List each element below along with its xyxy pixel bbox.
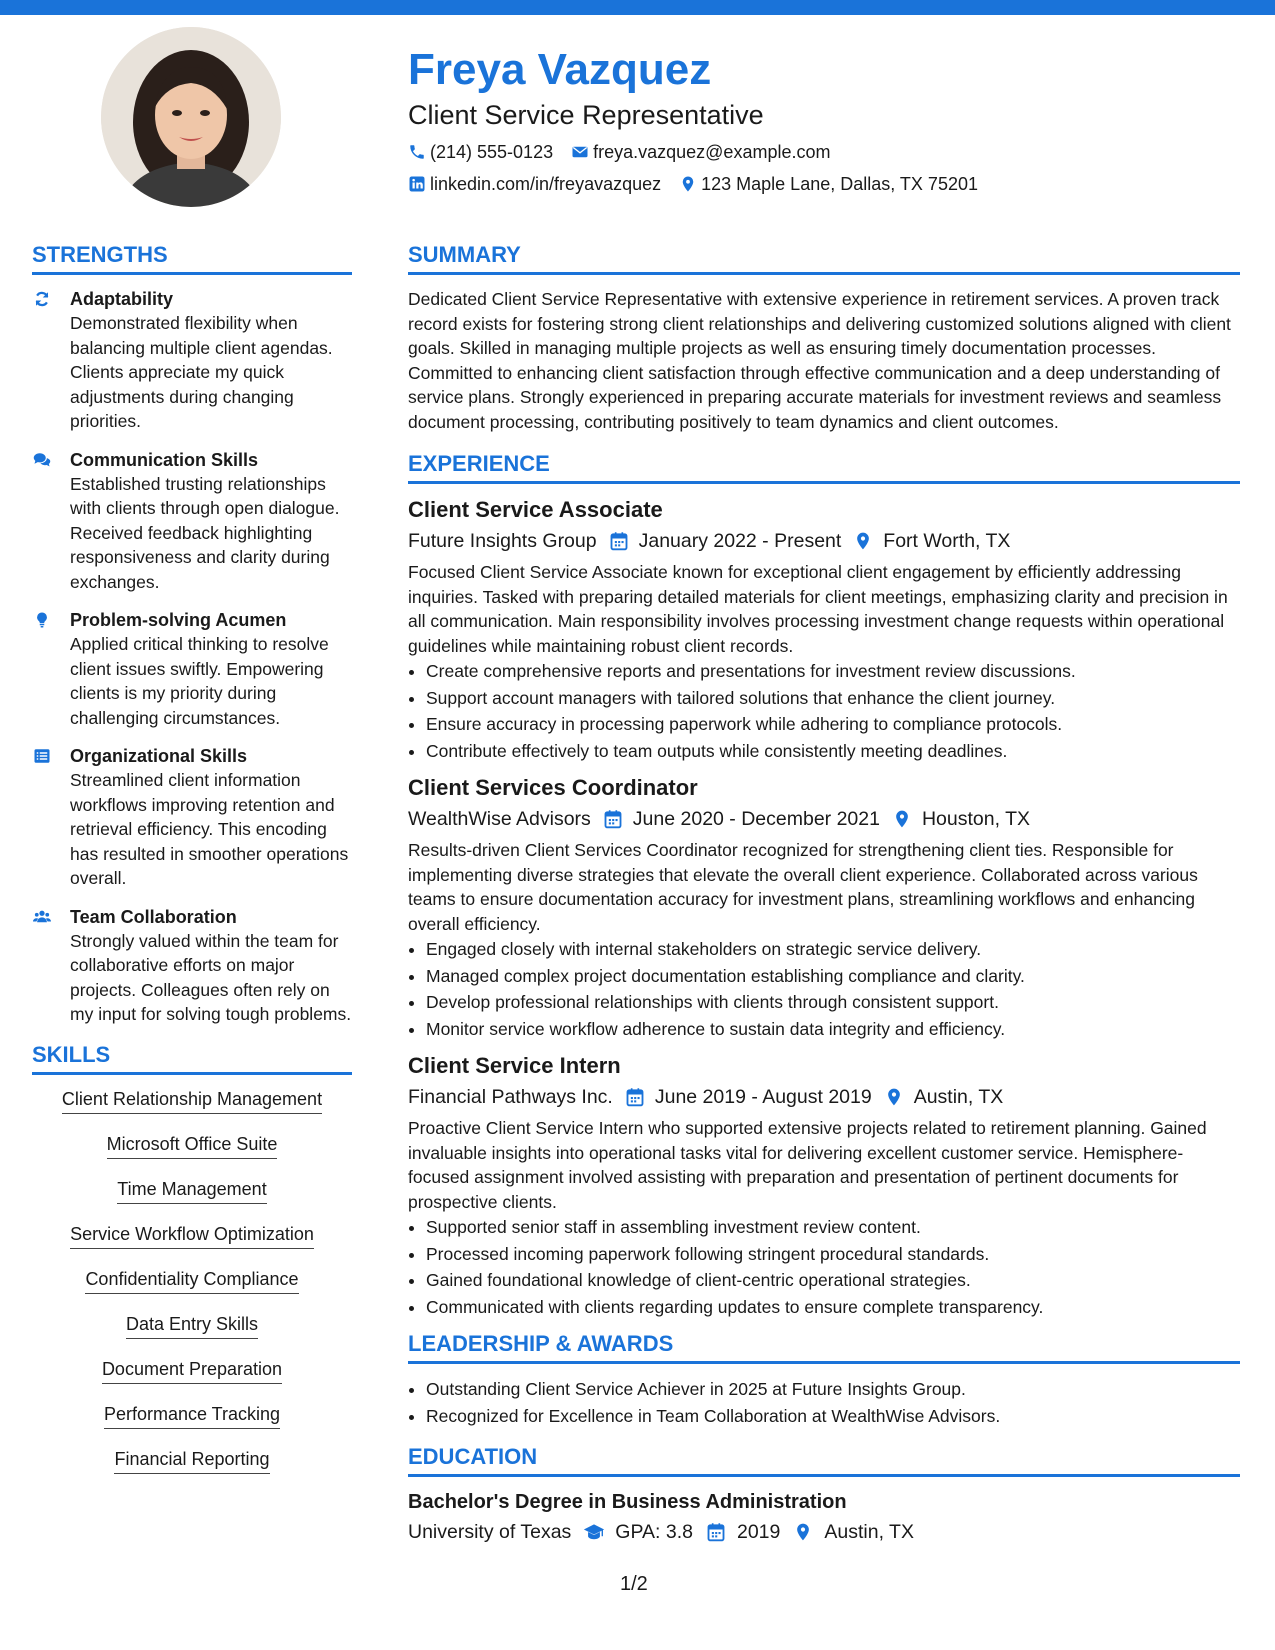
strengths-heading: STRENGTHS [32,241,352,275]
bullet-item: • Communicated with clients regarding updates to ensure complete transparency. [426,1294,1240,1321]
bullet-item: • Gained foundational knowledge of client-centric operational strategies. [426,1267,1240,1294]
strength-title: Communication Skills [70,449,259,470]
lightbulb-icon [32,611,56,730]
contact-row-2 [408,172,1228,196]
skill-item: Client Relationship Management [62,1087,322,1114]
address-item [679,172,978,196]
job-company: WealthWise Advisors [408,808,591,830]
email-item[interactable] [571,140,830,164]
gpa-text: GPA: 3.8 [615,1521,693,1543]
strength-title: Organizational Skills [70,746,248,766]
phone-item[interactable] [408,140,553,164]
map-pin-icon [892,809,912,829]
bullet-item: • Create comprehensive reports and presentations for investment review discussions. [426,658,1240,685]
graduation-cap-icon [583,1522,605,1542]
job-bullets [408,1214,1240,1320]
page-number: 1/2 [620,1573,648,1595]
left-column [32,241,352,1492]
map-pin-icon [884,1087,904,1107]
email-text: freya.vazquez@example.com [593,142,831,162]
job-dates: June 2020 - December 2021 [632,808,880,830]
strength-item [32,744,352,891]
school-name: University of Texas [408,1521,572,1543]
contact-row-1 [408,140,1228,164]
bullet-item: • Ensure accuracy in processing paperwork while adhering to compliance protocols. [426,711,1240,738]
skill-item: Service Workflow Optimization [70,1222,314,1249]
strength-desc: Demonstrated flexibility when balancing multiple client agendas. Clients appreciate my quick adjustments during changing priorities. [70,313,333,431]
candidate-name: Freya Vazquez [408,45,712,94]
bullet-item: • Monitor service workflow adherence to sustain data integrity and efficiency. [426,1016,1240,1043]
skill-item: Performance Tracking [104,1402,280,1429]
job-location: Houston, TX [921,808,1030,830]
skill-item: Microsoft Office Suite [107,1132,278,1159]
bullet-item: • Develop professional relationships with clients through consistent support. [426,989,1240,1016]
bullet-item: • Processed incoming paperwork following stringent procedural standards. [426,1241,1240,1268]
map-pin-icon [679,175,697,193]
education-section [408,1443,1240,1546]
strength-desc: Streamlined client information workflows improving retention and retrieval efficiency. This encoding has resulted in smoother operations overall. [70,770,349,888]
top-accent-bar [0,0,1275,15]
job-meta [408,527,1240,555]
strength-item [32,905,352,1027]
bullet-item: • Managed complex project documentation establishing compliance and clarity. [426,963,1240,990]
education-meta [408,1518,1240,1546]
calendar-icon [603,809,623,829]
linkedin-text: linkedin.com/in/freyavazquez [430,174,662,194]
job-company: Financial Pathways Inc. [408,1086,613,1108]
job-bullets [408,658,1240,764]
candidate-title: Client Service Representative [408,100,764,130]
strength-desc: Established trusting relationships with clients through open dialogue. Received feedback highlighting responsiveness and clarity during exchanges. [70,473,340,592]
bullet-item: • Engaged closely with internal stakeholders on strategic service delivery. [426,936,1240,963]
skill-item: Data Entry Skills [126,1312,258,1339]
job-entry [408,774,1240,1042]
job-entry [408,496,1240,764]
job-location: Fort Worth, TX [883,530,1011,552]
job-bullets [408,936,1240,1042]
summary-heading: SUMMARY [408,241,1240,275]
strength-item [32,287,352,434]
profile-photo [101,27,281,207]
right-column [408,241,1240,1546]
users-icon [32,908,56,1027]
experience-heading: EXPERIENCE [408,450,1240,484]
skills-section [32,1041,352,1492]
job-company: Future Insights Group [408,530,597,552]
bullet-item: • Supported senior staff in assembling investment review content. [426,1214,1240,1241]
sync-icon [32,290,56,434]
leadership-list [408,1376,1240,1429]
job-description: Proactive Client Service Intern who supported extensive projects related to retirement planning. Gained invaluable insights into operational tasks vital for delivering excellent customer service. Hemisphere-focused assignment involved assisting with preparation and presentation of pertinent documents for prospective clients. [408,1118,1207,1212]
comments-icon [32,451,56,595]
award-item: • Recognized for Excellence in Team Collaboration at WealthWise Advisors. [426,1403,1240,1430]
bullet-item: • Support account managers with tailored solutions that enhance the client journey. [426,685,1240,712]
linkedin-item[interactable] [408,172,661,196]
strength-item [32,608,352,730]
job-description: Focused Client Service Associate known for exceptional client engagement by efficiently addressing inquiries. Tasked with preparing detailed materials for client meetings, emphasizing clarity and precision in all communication. Main responsibility involves processing investment change requests within operational guidelines while maintaining robust client records. [408,562,1228,656]
list-icon [32,747,56,891]
job-meta [408,805,1240,833]
job-description: Results-driven Client Services Coordinator recognized for strengthening client ties. Responsible for implementing diverse strategies that elevate the overall client experience. Collaborated across various teams to ensure documentation accuracy for investment plans, streamlining workflows and enhancing overall efficiency. [408,840,1198,934]
education-heading: EDUCATION [408,1443,1240,1477]
address-text: 123 Maple Lane, Dallas, TX 75201 [701,174,978,194]
job-entry [408,1052,1240,1320]
map-pin-icon [853,531,873,551]
skills-list [32,1087,352,1492]
skill-item: Financial Reporting [114,1447,269,1474]
resume-header [408,42,1228,196]
strength-desc: Applied critical thinking to resolve client issues swiftly. Empowering clients is my priority during challenging circumstances. [70,634,329,728]
strength-title: Adaptability [70,289,174,309]
job-dates: June 2019 - August 2019 [654,1086,872,1108]
linkedin-icon [408,175,426,193]
job-title: Client Service Intern [408,1053,621,1078]
job-title: Client Services Coordinator [408,775,698,800]
education-location: Austin, TX [824,1521,914,1543]
graduation-year: 2019 [736,1521,781,1543]
phone-icon [408,143,426,161]
job-meta [408,1083,1240,1111]
bullet-item: • Contribute effectively to team outputs while consistently meeting deadlines. [426,738,1240,765]
degree-title: Bachelor's Degree in Business Administration [408,1491,847,1513]
summary-text: Dedicated Client Service Representative with extensive experience in retirement services. A proven track record exists for fostering strong client relationships and delivering customized solutions aligned with client goals. Skilled in managing multiple projects as well as ensuring timely documentation processes. Committed to enhancing client satisfaction through effective communication and a deep understanding of service plans. Strongly experienced in preparing accurate materials for investment reviews and seamless document processing, contributing positively to team dynamics and client outcomes. [408,289,1231,432]
phone-text: (214) 555-0123 [430,142,554,162]
strength-title: Problem-solving Acumen [70,610,287,630]
map-pin-icon [792,1522,814,1542]
calendar-icon [705,1522,727,1542]
job-title: Client Service Associate [408,497,663,522]
strength-title: Team Collaboration [70,906,237,927]
skills-heading: SKILLS [32,1041,352,1075]
job-dates: January 2022 - Present [638,530,842,552]
envelope-icon [571,143,589,161]
calendar-icon [625,1087,645,1107]
leadership-heading: LEADERSHIP & AWARDS [408,1330,1240,1364]
skill-item: Document Preparation [102,1357,282,1384]
leadership-section [408,1330,1240,1429]
skill-item: Time Management [117,1177,266,1204]
job-location: Austin, TX [913,1086,1004,1108]
award-item: • Outstanding Client Service Achiever in 2025 at Future Insights Group. [426,1376,1240,1403]
strength-item [32,448,352,595]
strength-desc: Strongly valued within the team for collaborative efforts on major projects. Colleagues often rely on my input for solving tough problems. [70,930,352,1024]
calendar-icon [609,531,629,551]
skill-item: Confidentiality Compliance [85,1267,298,1294]
